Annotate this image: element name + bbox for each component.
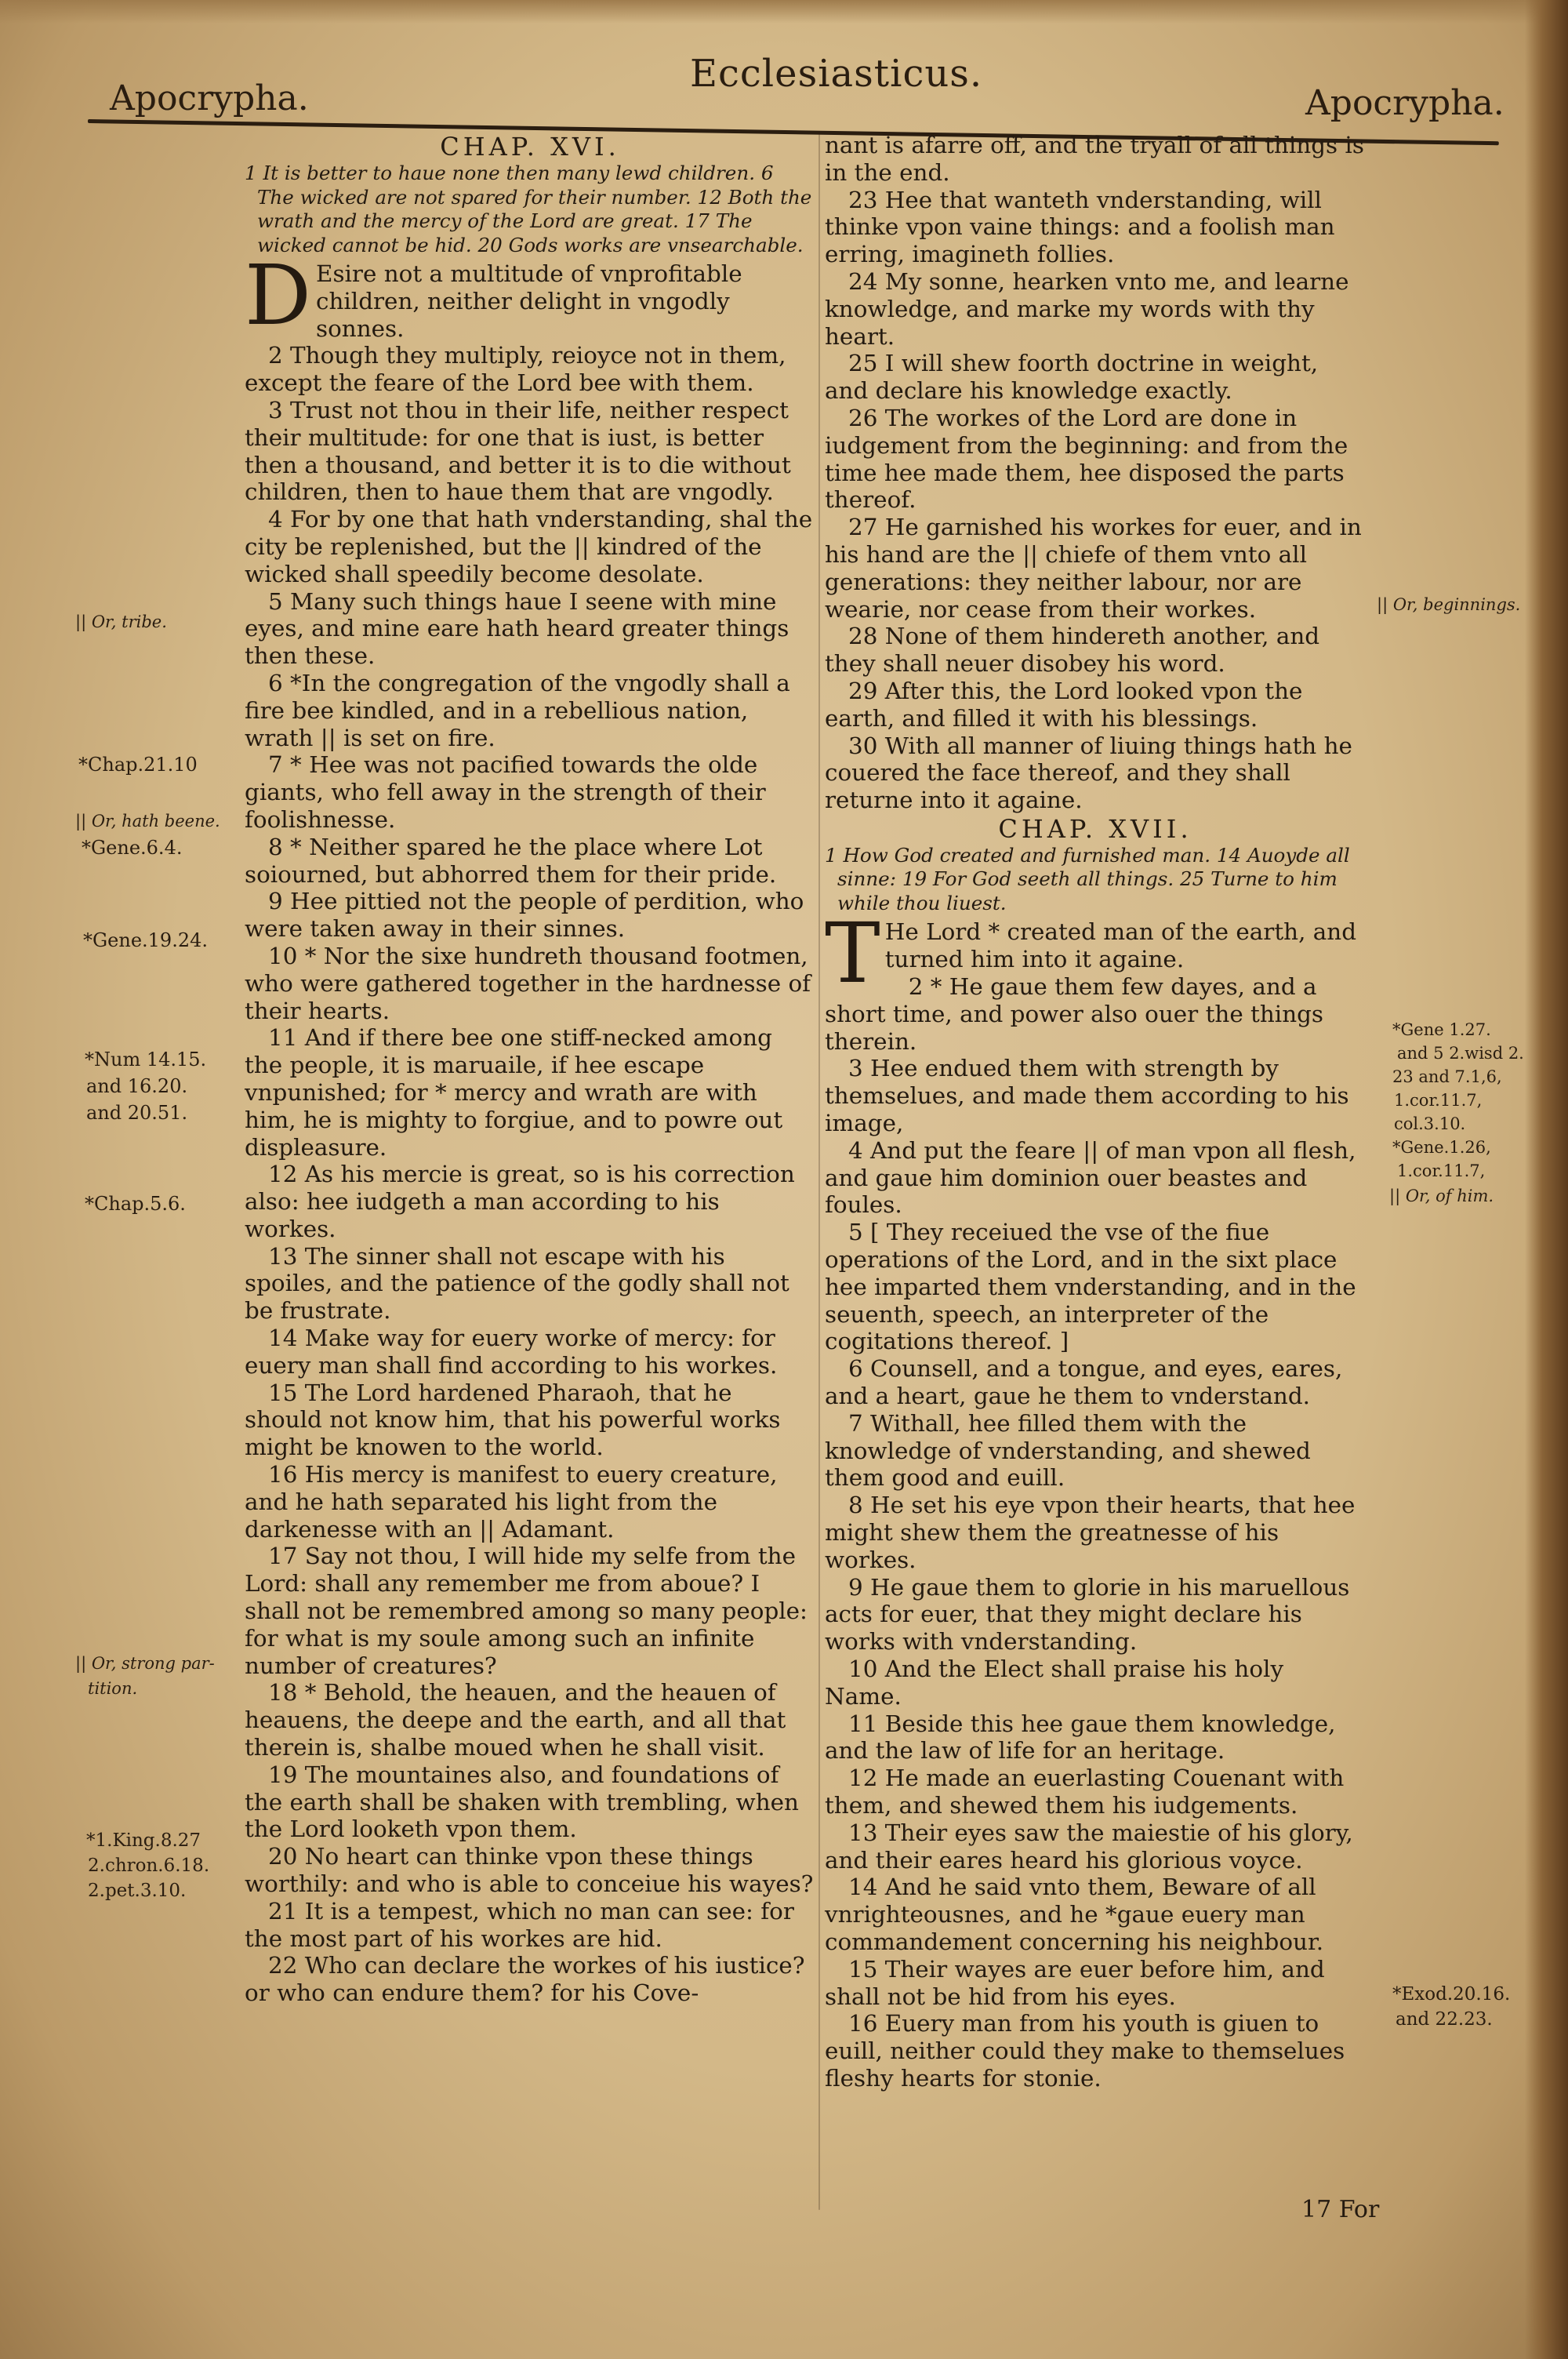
verse-17-14: 14 And he said vnto them, Beware of all vnrighteousnes, and he *gaue euery man commandement concerning his neighbour. (825, 1874, 1324, 1955)
column-divider (818, 132, 820, 2210)
margin-note: 1.cor.11.7, (1397, 1161, 1486, 1180)
verse-11: 11 And if there bee one stiff-necked among the people, it is maruaile, if hee escape vnpunished; for * mercy and wrath are with him, he is mighty to forgiue, and to powre out displeasure. (245, 1024, 783, 1161)
chapter-summary-17: 1 How God created and furnished man. 14 Auoyde all sinne: 19 For God seeth all things. 25 Turne to him while thou liuest. (825, 843, 1350, 914)
margin-note: *Gene.19.24. (83, 929, 208, 951)
verse-17-1: He Lord * created man of the earth, and turned him into it againe. (884, 918, 1357, 973)
verse-17-12: 12 He made an euerlasting Couenant with them, and shewed them his iudgements. (825, 1765, 1345, 1819)
verse-17-13: 13 Their eyes saw the maiestie of his glory, and their eares heard his glorious voyce. (825, 1819, 1353, 1874)
verse-17-2: 2 * He gaue them few dayes, and a short time, and power also ouer the things therein. (825, 973, 1324, 1055)
verse-25: 25 I will shew foorth doctrine in weight, and declare his knowledge exactly. (825, 350, 1319, 405)
verse-9: 9 Hee pittied not the people of perdition, who were taken away in their sinnes. (245, 888, 804, 943)
margin-note: || Or, tribe. (75, 612, 167, 631)
margin-note: *Gene 1.27. (1392, 1020, 1491, 1039)
drop-cap: D (245, 247, 311, 343)
verse-18: 18 * Behold, the heauen, and the heauen of heauens, the deepe and the earth, and all that therein is, shalbe moued when he shall visit. (245, 1679, 786, 1761)
margin-note: 1.cor.11.7, (1394, 1091, 1483, 1110)
verse-24: 24 My sonne, hearken vnto me, and learne knowledge, and marke my words with thy heart. (825, 267, 1349, 350)
verse-20: 20 No heart can thinke vpon these things worthily: and who is able to conceiue his wayes? (245, 1843, 814, 1898)
margin-note: || Or, strong par- (75, 1654, 215, 1673)
verse-17-11: 11 Beside this hee gaue them knowledge, and the law of life for an heritage. (825, 1710, 1336, 1765)
chapter-heading-17: CHAP. XVII. (998, 813, 1192, 844)
verse-23: 23 Hee that wanteth vnderstanding, will thinke vpon vaine things: and a foolish man erring, imagineth follies. (825, 186, 1335, 268)
catchword: 17 For (1301, 2196, 1380, 2223)
margin-note: and 5 2.wisd 2. (1397, 1044, 1524, 1063)
margin-note: || Or, hath beene. (75, 812, 220, 831)
verse-2: 2 Though they multiply, reioyce not in them, except the feare of the Lord bee with them. (245, 342, 786, 397)
margin-note: and 16.20. (86, 1075, 188, 1097)
margin-note: *Chap.5.6. (85, 1193, 186, 1215)
chapter-heading-16: CHAP. XVI. (440, 132, 620, 162)
verse-17-7: 7 Withall, hee filled them with the knowledge of vnderstanding, and shewed them good and euill. (825, 1409, 1311, 1492)
verse-6: 6 *In the congregation of the vngodly shall a fire bee kindled, and in a rebellious nation, wrath || is set on fire. (245, 669, 790, 751)
running-head-left: Apocrypha. (110, 78, 309, 118)
page-top-shadow (0, 0, 1568, 24)
verse-17-3: 3 Hee endued them with strength by themselues, and made them according to his image, (825, 1055, 1349, 1136)
margin-note: *1.King.8.27 (86, 1830, 201, 1851)
verse-17-9: 9 He gaue them to glorie in his maruellous acts for euer, that they might declare his works with vnderstanding. (825, 1573, 1350, 1656)
verse-27: 27 He garnished his workes for euer, and in his hand are the || chiefe of them vnto all generations: they neither labour, nor are wearie, nor cease from their workes. (825, 514, 1362, 623)
verse-17-16: 16 Euery man from his youth is giuen to euill, neither could they make to themselues fleshy hearts for stonie. (825, 2010, 1345, 2092)
verse-17-8: 8 He set his eye vpon their hearts, that hee might shew them the greatnesse of his workes. (825, 1492, 1356, 1573)
verse-22: 22 Who can declare the workes of his iustice? or who can endure them? for his Cove- (245, 1952, 805, 2007)
verse-26: 26 The workes of the Lord are done in iudgement from the beginning: and from the time hee made them, hee disposed the parts thereof. (825, 404, 1348, 514)
verse-17-10: 10 And the Elect shall praise his holy Name. (825, 1655, 1284, 1710)
margin-note: || Or, beginnings. (1377, 595, 1521, 614)
margin-note: tition. (88, 1679, 138, 1698)
verse-7: 7 * Hee was not pacified towards the olde giants, who fell away in the strength of their foolishnesse. (245, 751, 766, 833)
margin-note: *Gene.6.4. (82, 837, 183, 859)
verse-28: 28 None of them hindereth another, and they shall neuer disobey his word. (825, 623, 1320, 678)
verse-17-4: 4 And put the feare || of man vpon all flesh, and gaue him dominion ouer beastes and foules. (825, 1136, 1356, 1219)
right-text-column (825, 132, 1366, 2092)
verse-12: 12 As his mercie is great, so is his correction also: hee iudgeth a man according to his workes. (245, 1161, 795, 1242)
margin-note: *Num 14.15. (85, 1049, 207, 1070)
drop-cap: T (825, 905, 880, 1002)
page-right-edge-shadow (1525, 0, 1568, 2359)
verse-3: 3 Trust not thou in their life, neither respect their multitude: for one that is iust, is better then a thousand, and better it is to die without children, then to haue them that are vngodly. (245, 396, 791, 506)
margin-note: 2.chron.6.18. (88, 1856, 210, 1876)
margin-note: and 20.51. (86, 1102, 188, 1124)
verse-4: 4 For by one that hath vnderstanding, shal the city be replenished, but the || kindred of the wicked shall speedily become desolate. (245, 506, 813, 587)
verse-22-continued: nant is afarre off, and the tryall of all things is in the end. (825, 132, 1364, 186)
margin-note: *Chap.21.10 (78, 754, 198, 776)
verse-5: 5 Many such things haue I seene with mine eyes, and mine eare hath heard greater things then these. (245, 587, 789, 670)
verse-21: 21 It is a tempest, which no man can see: for the most part of his workes are hid. (245, 1897, 794, 1952)
margin-note: col.3.10. (1394, 1114, 1466, 1133)
margin-note: *Exod.20.16. (1392, 1984, 1511, 2005)
margin-note: 2.pet.3.10. (88, 1881, 187, 1901)
verse-15: 15 The Lord hardened Pharaoh, that he should not know him, that his powerful works might be knowen to the world. (245, 1379, 781, 1461)
verse-19: 19 The mountaines also, and foundations of the earth shall be shaken with trembling, when the Lord looketh vpon them. (245, 1761, 799, 1843)
verse-17-15: 15 Their wayes are euer before him, and shall not be hid from his eyes. (825, 1955, 1325, 2010)
margin-note: || Or, of him. (1389, 1187, 1494, 1205)
verse-10: 10 * Nor the sixe hundreth thousand footmen, who were gathered together in the hardnesse of their hearts. (245, 942, 811, 1024)
verse-30: 30 With all manner of liuing things hath he couered the face thereof, and they shall returne into it againe. (825, 732, 1352, 814)
margin-note: and 22.23. (1396, 2009, 1493, 2030)
verse-17-5: 5 [ They receiued the vse of the fiue operations of the Lord, and in the sixt place hee imparted them vnderstanding, and in the seuenth, speech, an interpreter of the cogitations thereof. ] (825, 1219, 1356, 1355)
verse-14: 14 Make way for euery worke of mercy: for euery man shall find according to his workes. (245, 1325, 778, 1379)
margin-note: 23 and 7.1,6, (1392, 1067, 1502, 1086)
verse-1: Esire not a multitude of vnprofitable children, neither delight in vngodly sonnes. (316, 260, 742, 342)
chapter-summary-16: 1 It is better to haue none then many lewd children. 6 The wicked are not spared for their number. 12 Both the wrath and the mercy of the Lord are great. 17 The wicked cannot be hid. 20 Gods works are vnsearchable. (245, 162, 812, 256)
verse-17: 17 Say not thou, I will hide my selfe from the Lord: shall any remember me from aboue? I shall not be remembred among so many people: for what is my soule among such an infinite number of creatures? (245, 1543, 808, 1679)
verse-16: 16 His mercy is manifest to euery creature, and he hath separated his light from the darkenesse with an || Adamant. (245, 1461, 778, 1543)
left-text-column (245, 132, 815, 2007)
verse-13: 13 The sinner shall not escape with his spoiles, and the patience of the godly shall not be frustrate. (245, 1242, 789, 1325)
running-head-right: Apocrypha. (1305, 83, 1504, 123)
verse-29: 29 After this, the Lord looked vpon the earth, and filled it with his blessings. (825, 677, 1303, 732)
book-title: Ecclesiasticus. (690, 52, 983, 96)
margin-note: *Gene.1.26, (1392, 1138, 1491, 1157)
verse-8: 8 * Neither spared he the place where Lot soiourned, but abhorred them for their pride. (245, 833, 777, 888)
verse-17-6: 6 Counsell, and a tongue, and eyes, eares, and a heart, gaue he them to vnderstand. (825, 1355, 1343, 1409)
